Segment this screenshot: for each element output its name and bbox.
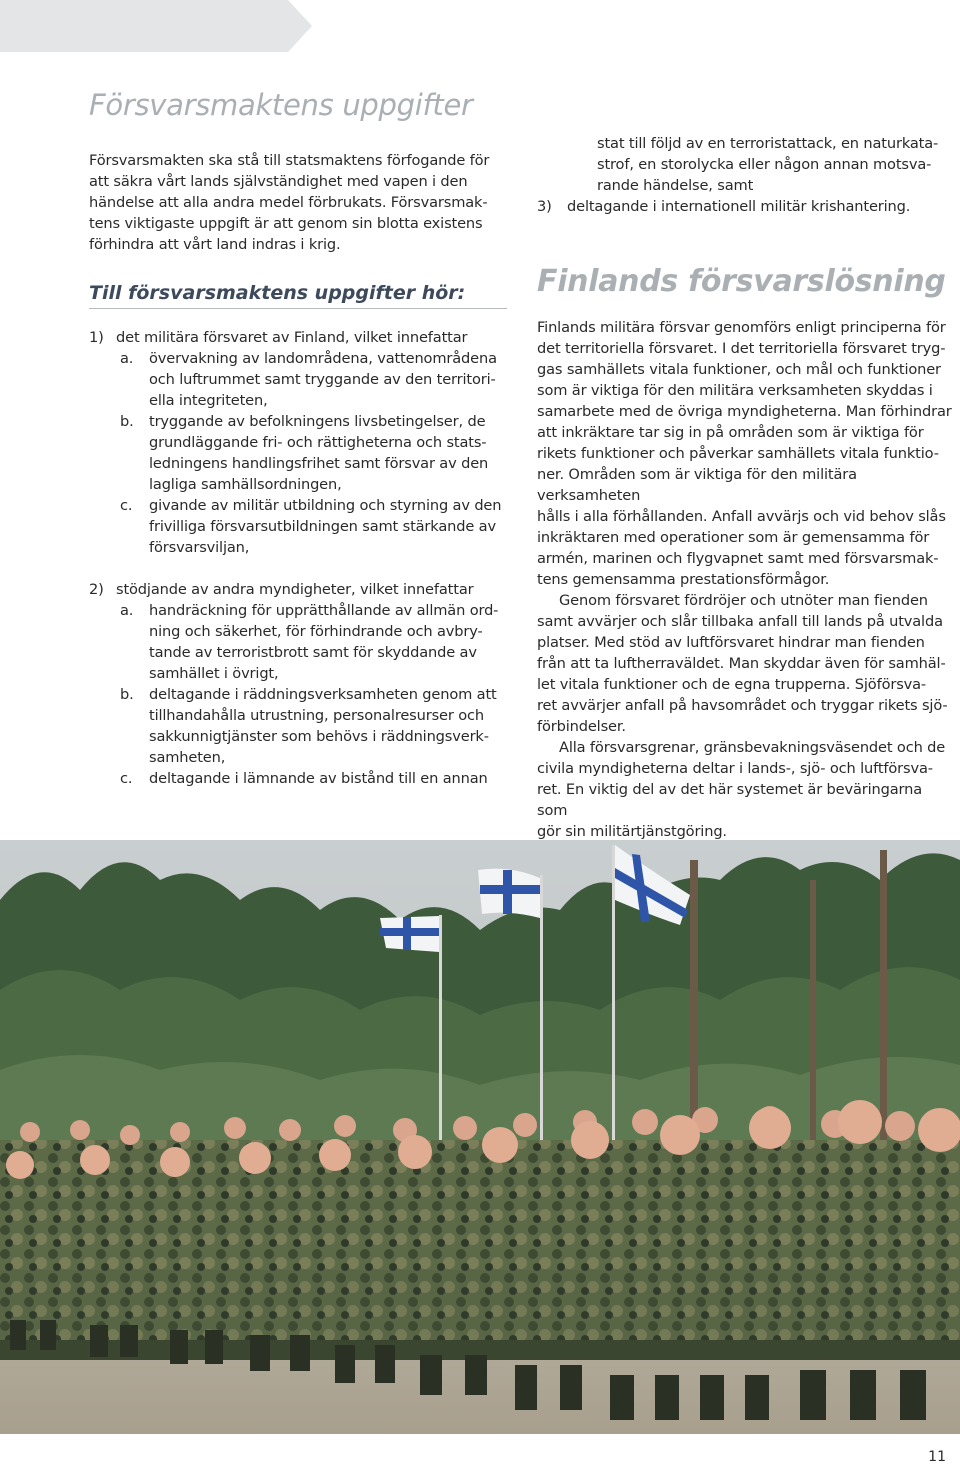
- sub-item-2b: [89, 684, 507, 768]
- intro-line: tens viktigaste uppgift är att genom sin blotta existens: [89, 215, 483, 232]
- sub-letter: a.: [120, 350, 134, 367]
- sub-item-1a: [89, 348, 507, 411]
- continued-line: strof, en storolycka eller någon annan motsva-: [597, 156, 932, 173]
- sub-item-2c: [89, 768, 507, 789]
- paragraph-3: [537, 737, 955, 842]
- continued-sub-item: [537, 133, 955, 196]
- list-item-text: det militära försvaret av Finland, vilket innefattar: [116, 329, 468, 346]
- paragraph-line: Genom försvaret fördröjer och utnöter man fienden: [559, 592, 928, 609]
- continued-line: stat till följd av en terroristattack, en naturkata-: [597, 135, 939, 152]
- paragraph-line: förbindelser.: [537, 718, 626, 735]
- continued-line: rande händelse, samt: [597, 177, 754, 194]
- paragraph-line: gas samhällets vitala funktioner, och mål och funktioner: [537, 361, 941, 378]
- sub-line: handräckning för upprätthållande av allmän ord-: [149, 602, 499, 619]
- paragraph-line: platser. Med stöd av luftförsvaret hindrar man fienden: [537, 634, 925, 651]
- sub-line: och luftrummet samt tryggande av den territori-: [149, 371, 496, 388]
- sub-line: tryggande av befolkningens livsbetingelser, de: [149, 413, 486, 430]
- sub-letter: b.: [120, 686, 134, 703]
- sub-line: frivilliga försvarsutbildningen samt stärkande av: [149, 518, 496, 535]
- list-number: 3): [537, 198, 552, 215]
- paragraph-line: ret avvärjer anfall på havsområdet och tryggar rikets sjö-: [537, 697, 948, 714]
- sub-line: ella integriteten,: [149, 392, 268, 409]
- list-item-text: deltagande i internationell militär krishantering.: [567, 198, 911, 215]
- sub-letter: c.: [120, 497, 133, 514]
- paragraph-line: ner. Områden som är viktiga för den militära verksamheten: [537, 466, 857, 504]
- sub-letter: c.: [120, 770, 133, 787]
- sub-line: försvarsviljan,: [149, 539, 250, 556]
- paragraph-line: från att ta luftherraväldet. Man skyddar även för samhäl-: [537, 655, 946, 672]
- sub-letter: a.: [120, 602, 134, 619]
- paragraph-line: som är viktiga för den militära verksamheten skyddas i: [537, 382, 933, 399]
- sub-item-1c: [89, 495, 507, 558]
- paragraph-2: [537, 590, 955, 737]
- list-item-3: [537, 196, 955, 217]
- paragraph-line: gör sin militärtjänstgöring.: [537, 823, 727, 840]
- page-number: 11: [928, 1449, 946, 1465]
- paragraph-line: samt avvärjer och slår tillbaka anfall till lands på utvalda: [537, 613, 943, 630]
- sub-line: grundläggande fri- och rättigheterna och stats-: [149, 434, 487, 451]
- sub-line: givande av militär utbildning och styrning av den: [149, 497, 502, 514]
- paragraph-line: Alla försvarsgrenar, gränsbevakningsväsendet och de: [559, 739, 946, 756]
- paragraph-line: ret. En viktig del av det här systemet är beväringarna som: [537, 781, 923, 819]
- paragraph-line: att inkräktare tar sig in på områden som är viktiga för: [537, 424, 924, 441]
- paragraph-line: Finlands militära försvar genomförs enligt principerna för: [537, 319, 946, 336]
- sub-letter: b.: [120, 413, 134, 430]
- sub-line: sakkunnigtjänster som behövs i räddningsverk-: [149, 728, 489, 745]
- intro-line: att säkra vårt lands självständighet med vapen i den: [89, 173, 468, 190]
- page-title: Försvarsmaktens uppgifter: [89, 88, 473, 122]
- paragraph-line: inkräktaren med operationer som är gemensamma för: [537, 529, 930, 546]
- sub-item-1b: [89, 411, 507, 495]
- sub-line: ning och säkerhet, för förhindrande och avbry-: [149, 623, 483, 640]
- tasks-list: [89, 327, 507, 789]
- sub-line: deltagande i lämnande av bistånd till en annan: [149, 770, 488, 787]
- sub-line: tillhandahålla utrustning, personalresurser och: [149, 707, 484, 724]
- sub-line: tande av terroristbrott samt för skyddande av: [149, 644, 477, 661]
- list-item-text: stödjande av andra myndigheter, vilket innefattar: [116, 581, 474, 598]
- sub-line: samhället i övrigt,: [149, 665, 279, 682]
- right-column: [537, 133, 955, 842]
- paragraph-line: hålls i alla förhållanden. Anfall avvärjs och vid behov slås: [537, 508, 946, 525]
- sub-line: deltagande i räddningsverksamheten genom att: [149, 686, 497, 703]
- paragraph-1: [537, 317, 955, 590]
- paragraph-line: civila myndigheterna deltar i lands-, sjö- och luftförsva-: [537, 760, 933, 777]
- list-number: 2): [89, 581, 104, 598]
- sub-line: ledningens handlingsfrihet samt försvar av den: [149, 455, 489, 472]
- sub-line: lagliga samhällsordningen,: [149, 476, 342, 493]
- list-number: 1): [89, 329, 104, 346]
- intro-line: Försvarsmakten ska stå till statsmaktens förfogande för: [89, 152, 490, 169]
- paragraph-line: armén, marinen och flygvapnet samt med försvarsmak-: [537, 550, 939, 567]
- sub-line: övervakning av landområdena, vattenområdena: [149, 350, 497, 367]
- list-item-1: [89, 327, 507, 348]
- paragraph-line: samarbete med de övriga myndigheterna. Man förhindrar: [537, 403, 952, 420]
- paragraph-line: rikets funktioner och påverkar samhällets vitala funktio-: [537, 445, 939, 462]
- left-column: [89, 86, 507, 789]
- tasks-subheading: Till försvarsmaktens uppgifter hör:: [89, 282, 507, 309]
- intro-line: förhindra att vårt land indras i krig.: [89, 236, 341, 253]
- sub-line: samheten,: [149, 749, 226, 766]
- list-item-2: [89, 579, 507, 600]
- intro-paragraph: [89, 150, 507, 255]
- section-title: Finlands försvarslösning: [537, 264, 946, 299]
- photo-soldiers-flags: [0, 840, 960, 1434]
- paragraph-line: let vitala funktioner och de egna trupperna. Sjöförsva-: [537, 676, 927, 693]
- intro-line: händelse att alla andra medel förbrukats. Försvarsmak-: [89, 194, 488, 211]
- paragraph-line: det territoriella försvaret. I det territoriella försvaret tryg-: [537, 340, 946, 357]
- sub-item-2a: [89, 600, 507, 684]
- header-tab-shape: [0, 0, 312, 52]
- paragraph-line: tens gemensamma prestationsförmågor.: [537, 571, 830, 588]
